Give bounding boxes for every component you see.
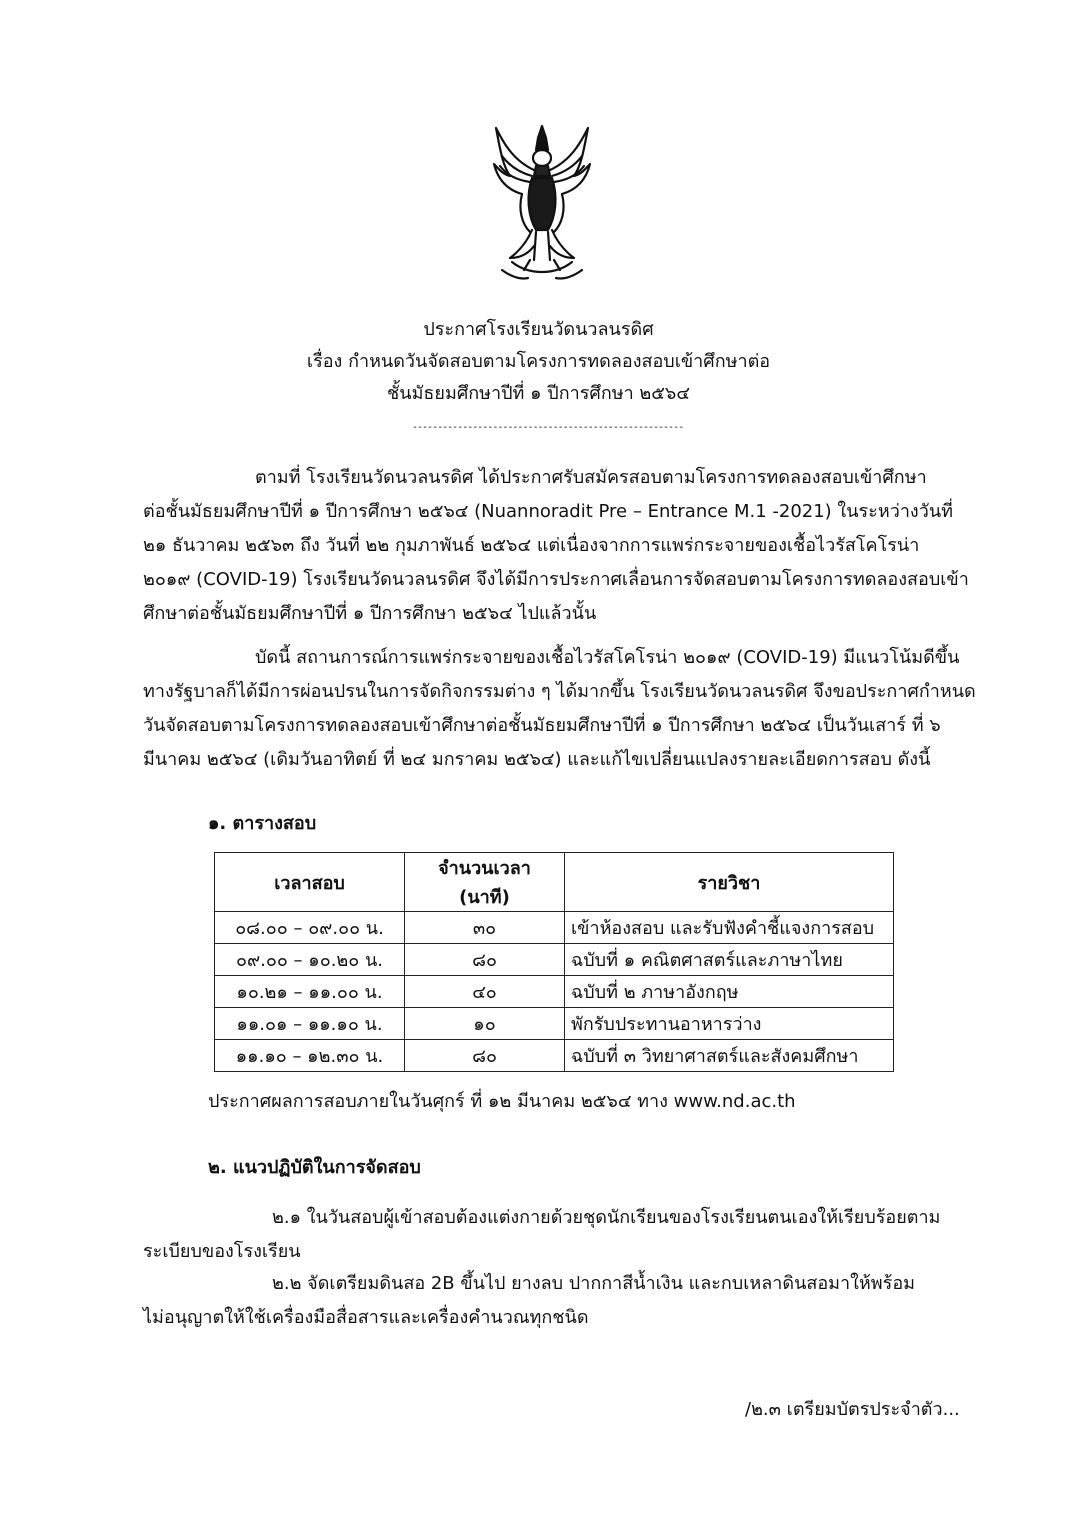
- announcement-subject: เรื่อง กำหนดวันจัดสอบตามโครงการทดลองสอบเข้าศึกษาต่อ: [306, 351, 771, 372]
- column-header: จำนวนเวลา (นาที): [405, 853, 565, 912]
- exam-subject: ฉบับที่ ๒ ภาษาอังกฤษ: [565, 976, 894, 1008]
- table-row: [215, 944, 894, 976]
- column-header: รายวิชา: [565, 853, 894, 912]
- paragraph-line: ศึกษาต่อชั้นมัธยมศึกษาปีที่ ๑ ปีการศึกษา ๒๕๖๔ ไปแล้วนั้น: [143, 603, 597, 624]
- header-divider: ------------------------------------------------------: [412, 422, 684, 433]
- exam-time: ๐๙.๐๐ – ๑๐.๒๐ น.: [215, 944, 405, 976]
- section-heading-schedule: ๑. ตารางสอบ: [208, 813, 317, 834]
- paragraph-line: ๒๐๑๙ (COVID-19) โรงเรียนวัดนวลนรดิศ จึงได้มีการประกาศเลื่อนการจัดสอบตามโครงการทดลองสอบเข้า: [143, 569, 969, 590]
- exam-duration: ๑๐: [405, 1008, 565, 1040]
- exam-subject: เข้าห้องสอบ และรับฟังคำชี้แจงการสอบ: [565, 912, 894, 944]
- table-row: [215, 912, 894, 944]
- exam-time: ๐๘.๐๐ – ๐๙.๐๐ น.: [215, 912, 405, 944]
- exam-time: ๑๑.๑๐ – ๑๒.๓๐ น.: [215, 1040, 405, 1072]
- column-header: เวลาสอบ: [215, 853, 405, 912]
- section-heading-guidelines: ๒. แนวปฏิบัติในการจัดสอบ: [208, 1157, 421, 1178]
- table-row: [215, 976, 894, 1008]
- garuda-emblem: [492, 120, 592, 290]
- exam-duration: ๔๐: [405, 976, 565, 1008]
- exam-subject: พักรับประทานอาหารว่าง: [565, 1008, 894, 1040]
- table-row: [215, 1008, 894, 1040]
- guideline-2-2-line: ๒.๒ จัดเตรียมดินสอ 2B ขึ้นไป ยางลบ ปากกาสีน้ำเงิน และกบเหลาดินสอมาให้พร้อม: [272, 1273, 916, 1294]
- exam-subject: ฉบับที่ ๓ วิทยาศาสตร์และสังคมศึกษา: [565, 1040, 894, 1072]
- paragraph-line: บัดนี้ สถานการณ์การแพร่กระจายของเชื้อไวรัสโคโรน่า ๒๐๑๙ (COVID-19) มีแนวโน้มดีขึ้น: [255, 647, 960, 668]
- continuation-note: /๒.๓ เตรียมบัตรประจำตัว...: [745, 1399, 960, 1420]
- exam-subject: ฉบับที่ ๑ คณิตศาสตร์และภาษาไทย: [565, 944, 894, 976]
- exam-schedule-table: [214, 852, 894, 1072]
- announcement-level: ชั้นมัธยมศึกษาปีที่ ๑ ปีการศึกษา ๒๕๖๔: [387, 383, 690, 404]
- table-row: [215, 1040, 894, 1072]
- paragraph-line: ๒๑ ธันวาคม ๒๕๖๓ ถึง วันที่ ๒๒ กุมภาพันธ์ ๒๕๖๔ แต่เนื่องจากการแพร่กระจายของเชื้อไวรัสโคโรน่า: [143, 535, 920, 556]
- paragraph-line: ตามที่ โรงเรียนวัดนวลนรดิศ ได้ประกาศรับสมัครสอบตามโครงการทดลองสอบเข้าศึกษา: [255, 467, 927, 488]
- table-header-row: [215, 853, 894, 912]
- guideline-2-1-line: ระเบียบของโรงเรียน: [143, 1241, 301, 1262]
- exam-duration: ๘๐: [405, 1040, 565, 1072]
- paragraph-line: วันจัดสอบตามโครงการทดลองสอบเข้าศึกษาต่อชั้นมัธยมศึกษาปีที่ ๑ ปีการศึกษา ๒๕๖๔ เป็นวันเสาร์ ที่ ๖: [143, 715, 941, 736]
- guideline-2-1-line: ๒.๑ ในวันสอบผู้เข้าสอบต้องแต่งกายด้วยชุดนักเรียนของโรงเรียนตนเองให้เรียบร้อยตาม: [272, 1207, 941, 1228]
- paragraph-line: ทางรัฐบาลก็ได้มีการผ่อนปรนในการจัดกิจกรรมต่าง ๆ ได้มากขึ้น โรงเรียนวัดนวลนรดิศ จึงขอประกาศกำหนด: [143, 681, 976, 702]
- paragraph-line: ต่อชั้นมัธยมศึกษาปีที่ ๑ ปีการศึกษา ๒๕๖๔ (Nuannoradit Pre – Entrance M.1 -2021) ในระหว่างวันที่: [143, 501, 953, 522]
- guideline-2-2-line: ไม่อนุญาตให้ใช้เครื่องมือสื่อสารและเครื่องคำนวณทุกชนิด: [143, 1307, 589, 1328]
- paragraph-line: มีนาคม ๒๕๖๔ (เดิมวันอาทิตย์ ที่ ๒๔ มกราคม ๒๕๖๔) และแก้ไขเปลี่ยนแปลงรายละเอียดการสอบ ดังนี้: [143, 749, 931, 770]
- exam-duration: ๘๐: [405, 944, 565, 976]
- exam-time: ๑๑.๐๑ – ๑๑.๑๐ น.: [215, 1008, 405, 1040]
- result-announcement-note: ประกาศผลการสอบภายในวันศุกร์ ที่ ๑๒ มีนาคม ๒๕๖๔ ทาง www.nd.ac.th: [208, 1091, 796, 1112]
- announcement-title: ประกาศโรงเรียนวัดนวลนรดิศ: [423, 319, 654, 340]
- exam-duration: ๓๐: [405, 912, 565, 944]
- exam-time: ๑๐.๒๑ – ๑๑.๐๐ น.: [215, 976, 405, 1008]
